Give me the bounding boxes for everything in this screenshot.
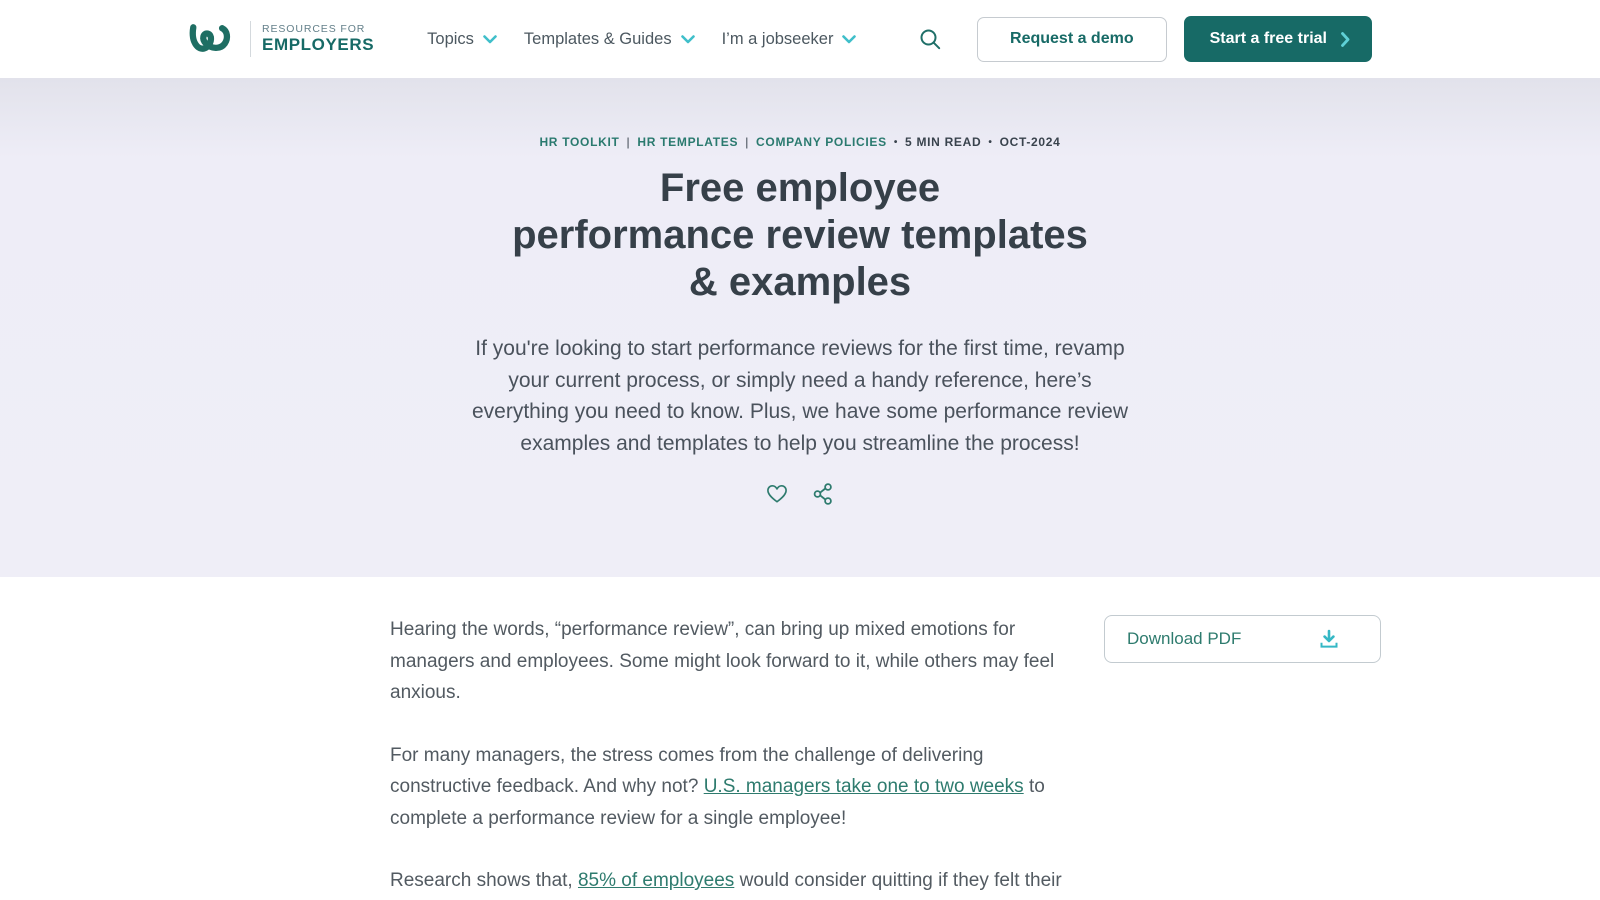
- hero-section: [0, 78, 1600, 577]
- publish-date: OCT-2024: [999, 135, 1061, 149]
- page-title-line: & examples: [688, 260, 912, 304]
- site-header: [0, 0, 1600, 78]
- download-pdf-label: Download PDF: [1127, 629, 1242, 648]
- paragraph-text: Research shows that,: [390, 870, 578, 891]
- paragraph-text: Hearing the words, “performance review”, can bring up mixed emotions for managers and employees. Some might look forward to it, while others may feel anxious.: [390, 619, 1055, 703]
- breadcrumb-dot: •: [893, 136, 899, 148]
- main-nav: [427, 30, 856, 49]
- paragraph-text: to complete a performance review for a single employee!: [390, 776, 1045, 829]
- breadcrumb-dot: •: [988, 136, 993, 148]
- logo-brand: EMPLOYERS: [262, 35, 375, 55]
- breadcrumb-link-hr-toolkit[interactable]: HR TOOLKIT: [539, 135, 620, 149]
- site-logo[interactable]: [187, 20, 374, 58]
- chevron-down-icon: [842, 35, 856, 44]
- nav-item-jobseeker[interactable]: [722, 30, 857, 49]
- breadcrumb-link-hr-templates[interactable]: HR TEMPLATES: [637, 135, 739, 149]
- logo-divider: [250, 21, 251, 57]
- download-pdf-button[interactable]: [1104, 615, 1381, 663]
- breadcrumb-separator: |: [745, 135, 750, 149]
- breadcrumb-link-company-policies[interactable]: COMPANY POLICIES: [756, 135, 887, 149]
- article-paragraph: [390, 740, 1068, 835]
- start-free-trial-button[interactable]: [1184, 16, 1372, 62]
- link-managers-take-weeks[interactable]: U.S. managers take one to two weeks: [703, 776, 1024, 797]
- chevron-down-icon: [681, 35, 695, 44]
- paragraph-text: For many managers, the stress comes from the challenge of delivering constructive feedback. And why not?: [390, 744, 984, 797]
- article-paragraph: [390, 865, 1068, 897]
- breadcrumb: [0, 135, 1600, 149]
- nav-item-topics[interactable]: [427, 30, 497, 49]
- logo-tagline: RESOURCES FOR: [262, 23, 366, 36]
- header-actions: [917, 16, 1372, 62]
- page-title-line: performance review templates: [512, 213, 1088, 257]
- hero-action-icons: [0, 482, 1600, 506]
- page-title: [440, 165, 1160, 306]
- share-icon[interactable]: [811, 482, 835, 506]
- article-body: [390, 614, 1068, 900]
- nav-item-templates-guides[interactable]: [524, 30, 695, 49]
- search-icon[interactable]: [917, 26, 943, 52]
- chevron-down-icon: [483, 35, 497, 44]
- download-icon: [1318, 628, 1340, 650]
- start-free-trial-label: Start a free trial: [1209, 30, 1327, 47]
- read-time: 5 MIN READ: [905, 135, 982, 149]
- logo-text: [262, 23, 374, 55]
- breadcrumb-separator: |: [626, 135, 631, 149]
- nav-label: Templates & Guides: [523, 29, 672, 48]
- page-title-line: Free employee: [659, 166, 941, 210]
- chevron-right-icon: [1341, 32, 1350, 47]
- article-paragraph: [390, 614, 1068, 709]
- nav-label: Topics: [427, 29, 474, 48]
- paragraph-text: would consider quitting if they felt their: [734, 870, 1062, 891]
- link-85-percent-employees[interactable]: 85% of employees: [577, 870, 735, 891]
- request-demo-button[interactable]: Request a demo: [977, 17, 1167, 62]
- nav-label: I’m a jobseeker: [721, 29, 834, 48]
- hero-intro-text: If you're looking to start performance reviews for the first time, revamp your current process, or simply need a handy reference, here’s everything you need to know. Plus, we have some performance review examples and templates to help you streamline the process!: [471, 337, 1128, 455]
- brand-w-icon: [187, 20, 241, 58]
- like-heart-icon[interactable]: [765, 482, 789, 506]
